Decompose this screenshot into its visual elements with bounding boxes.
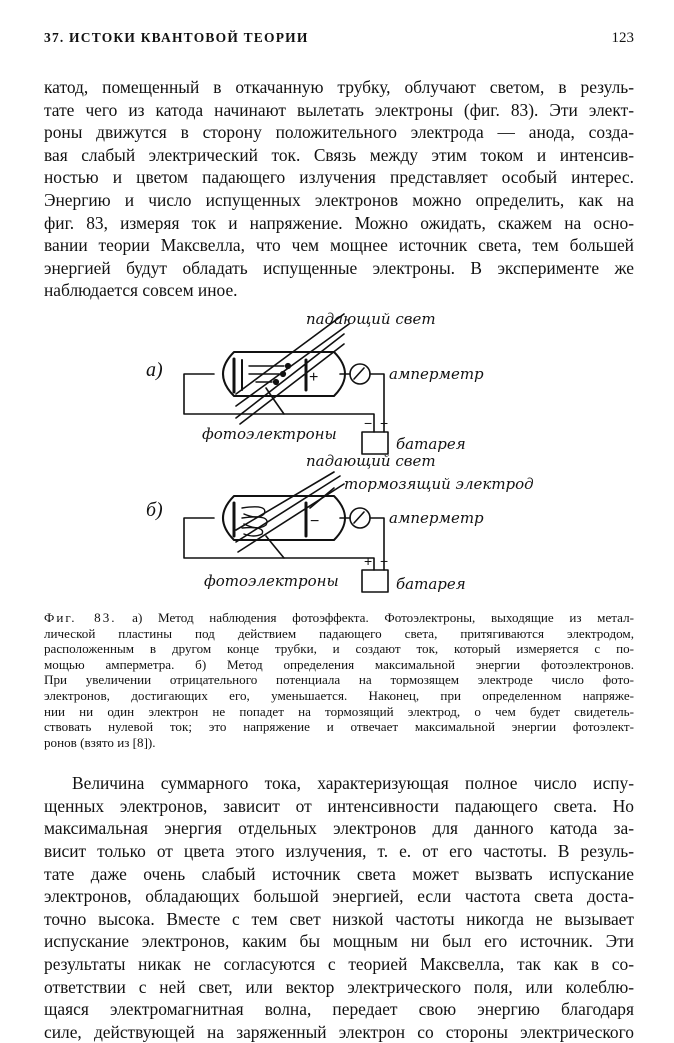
incident-light-label-a: падающий свет (306, 309, 436, 328)
photoelectric-diagram (44, 304, 634, 604)
text-line: щенных электронов, зависит от интенсивности падающего света. Но (44, 795, 634, 816)
text-line: висит только от цвета этого излучения, т. е. от его частоты. В резуль- (44, 841, 634, 862)
battery-plus-a: + (380, 414, 389, 431)
caption-line (44, 610, 634, 626)
caption-line: мощью амперметра. б) Метод определения максимальной энергии фотоэлектронов. (44, 656, 634, 672)
text-line: ответствии с ней свет, или вектор электрического поля, или колеблю- (44, 976, 634, 997)
figure-83 (44, 304, 634, 604)
book-page (44, 30, 634, 1043)
light-rays-a (236, 314, 349, 424)
text-line: роны движутся в сторону положительного электрода — анода, созда- (44, 122, 634, 143)
caption-line: электронов, достигающих его, уменьшается. Наконец, при определенном напряже- (44, 687, 634, 703)
text-line: вании теории Максвелла, что чем мощнее источник света, тем большей (44, 235, 634, 256)
ammeter-label-b: амперметр (389, 508, 484, 527)
figure-caption (44, 610, 634, 750)
text-line: тате даже очень слабый источник света может вызвать испускание (44, 863, 634, 884)
page-number: 123 (611, 30, 634, 46)
caption-prefix: Фиг. 83. (44, 609, 117, 625)
text-line: испускание электронов, каким бы мощным ни был его источник. Эти (44, 931, 634, 952)
text-line: катод, помещенный в откачанную трубку, облучают светом, в резуль- (44, 77, 634, 97)
photoelectrons-label-b: фотоэлектроны (204, 571, 339, 590)
svg-text:+: + (309, 368, 319, 386)
caption-line: нии ни один электрон не попадет на тормозящий электрод, о чем будет свидетель- (44, 703, 634, 719)
text-line: точно высока. Вместе с тем свет низкой частоты никогда не вызывает (44, 908, 634, 929)
text-line: Величина суммарного тока, характеризующая полное число испу- (72, 773, 634, 794)
retarding-electrode-label: тормозящий электрод (344, 474, 534, 493)
battery-label-b: батарея (396, 574, 466, 593)
text-line: Энергию и число испущенных электронов можно определить, как на (44, 189, 634, 210)
text-line: щаяся электромагнитная волна, передает свою энергию благодаря (44, 999, 634, 1020)
text-line: электронов, обладающих большой энергией, если частота света доста- (44, 886, 634, 907)
electron-paths-b (242, 507, 267, 536)
text-line: энергией будут обладать испущенные электроны. В эксперименте же (44, 257, 634, 278)
caption-line: расположенным в другом конце трубки, и создают ток, который измеряется с по- (44, 641, 634, 657)
battery-minus-a: − (364, 414, 373, 431)
diagram-a (146, 310, 484, 454)
text-line: результаты никак не согласуются с теорией Максвелла, так как в со- (44, 954, 634, 975)
text-line: вая слабый электрический ток. Связь между этим током и интенсив- (44, 144, 634, 165)
battery-label-a: батарея (396, 434, 466, 453)
caption-line: ствовать нулевой ток; это напряжение и отвечает максимальной энергии фотоэлект- (44, 719, 634, 735)
caption-line: ронов (взято из [8]). (44, 734, 156, 750)
chapter-title: 37. ИСТОКИ КВАНТОВОЙ ТЕОРИИ (44, 30, 309, 45)
ammeter-a (350, 364, 370, 384)
diagram-b-label: б) (146, 498, 163, 521)
diagram-b (146, 452, 534, 593)
text-line: максимальная энергия отдельных электронов для данного катода за- (44, 818, 634, 839)
running-header (44, 30, 634, 58)
text-line: фиг. 83, измеряя ток и напряжение. Можно ожидать, скажем на осно- (44, 212, 634, 233)
caption-line-text: а) Метод наблюдения фотоэффекта. Фотоэлектроны, выходящие из метал- (116, 609, 634, 625)
incident-light-label-b: падающий свет (306, 451, 436, 470)
paragraph-2 (44, 772, 634, 1043)
text-line: тате чего из катода начинают вылетать электроны (фиг. 83). Эти элект- (44, 99, 634, 120)
svg-text:−: − (310, 512, 320, 530)
battery-plus-b: + (364, 552, 373, 569)
ammeter-b (350, 508, 370, 528)
battery-a (362, 432, 388, 454)
caption-line: лической пластины под действием падающего света, притягиваются электродом, (44, 625, 634, 641)
paragraph-1 (44, 76, 634, 302)
text-line: наблюдается совсем иное. (44, 280, 238, 301)
photoelectrons-label-a: фотоэлектроны (202, 424, 337, 443)
text-line: ностью и цветом падающего излучения представляет особый интерес. (44, 167, 634, 188)
caption-line: При увеличении отрицательного потенциала на тормозящем электроде число фото- (44, 672, 634, 688)
diagram-a-label: а) (146, 358, 163, 381)
battery-minus-b: − (380, 552, 389, 569)
text-line: силе, действующей на заряженный электрон со стороны электрического (44, 1021, 634, 1042)
ammeter-label-a: амперметр (389, 364, 484, 383)
battery-b (362, 570, 388, 592)
